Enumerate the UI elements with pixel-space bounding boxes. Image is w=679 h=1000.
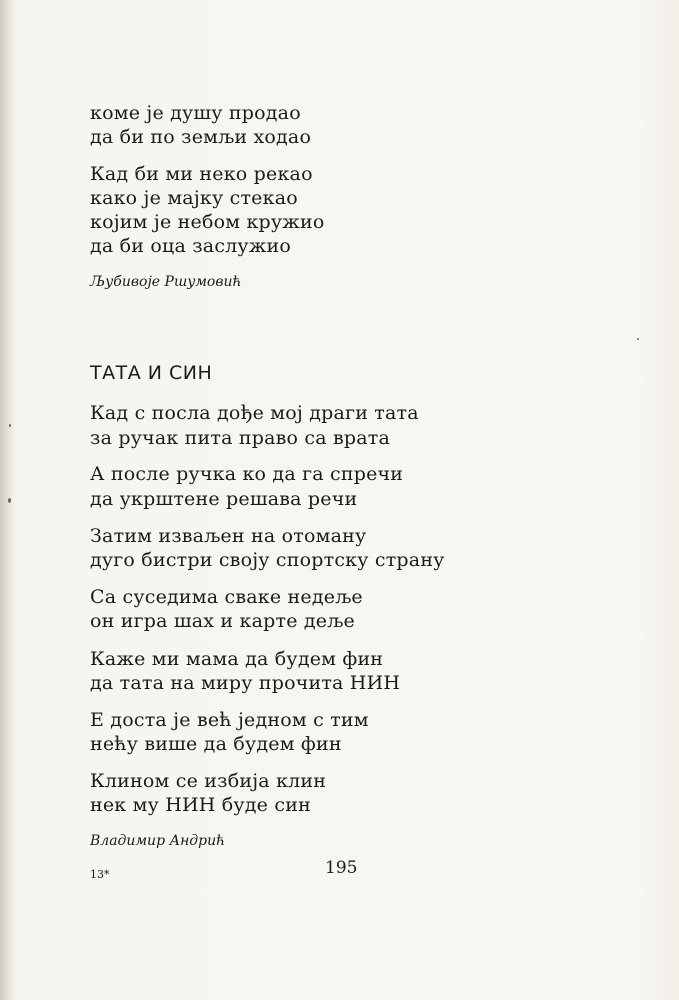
poem1-line: Кад би ми неко рекао xyxy=(90,163,313,185)
print-speck xyxy=(9,424,11,427)
poem2-author: Владимир Андрић xyxy=(90,833,226,849)
printer-signature-mark: 13* xyxy=(90,868,110,881)
poem2-line: А после ручка ко да га спречи xyxy=(90,463,404,485)
poem1-line: да би оца заслужио xyxy=(90,235,291,257)
poem2-line: за ручак пита право са врата xyxy=(90,427,391,449)
poem1-line: којим је небом кружио xyxy=(90,211,325,233)
poem2-line: Кад с посла дође мој драги тата xyxy=(90,402,419,424)
print-speck xyxy=(8,498,11,503)
poem2-line: дуго бистри своју спортску страну xyxy=(90,549,445,571)
poem2-line: он игра шах и карте деље xyxy=(90,610,355,632)
poem2-line: Са суседима сваке недеље xyxy=(90,586,363,608)
poem2-line: Е доста је већ једном с тим xyxy=(90,709,369,731)
poem1-line: коме је душу продао xyxy=(90,102,301,124)
print-speck xyxy=(637,338,639,340)
poem2-line: да укрштене решава речи xyxy=(90,488,358,510)
poem2-line: да тата на миру прочита НИН xyxy=(90,672,401,694)
poem2-line: Клином се избија клин xyxy=(90,770,327,792)
poem1-line: како је мајку стекао xyxy=(90,187,298,209)
page-number: 195 xyxy=(325,858,358,878)
poem2-line: Каже ми мама да будем фин xyxy=(90,648,384,670)
binding-shadow xyxy=(0,0,14,1000)
poem2-title: ТАТА И СИН xyxy=(90,362,213,384)
poem1-author: Љубивоје Ршумовић xyxy=(90,274,242,290)
poem1-line: да би по земљи ходао xyxy=(90,126,312,148)
poem2-line: Затим изваљен на отоману xyxy=(90,525,367,547)
poem2-line: нек му НИН буде син xyxy=(90,794,311,816)
poem2-line: нећу више да будем фин xyxy=(90,733,342,755)
